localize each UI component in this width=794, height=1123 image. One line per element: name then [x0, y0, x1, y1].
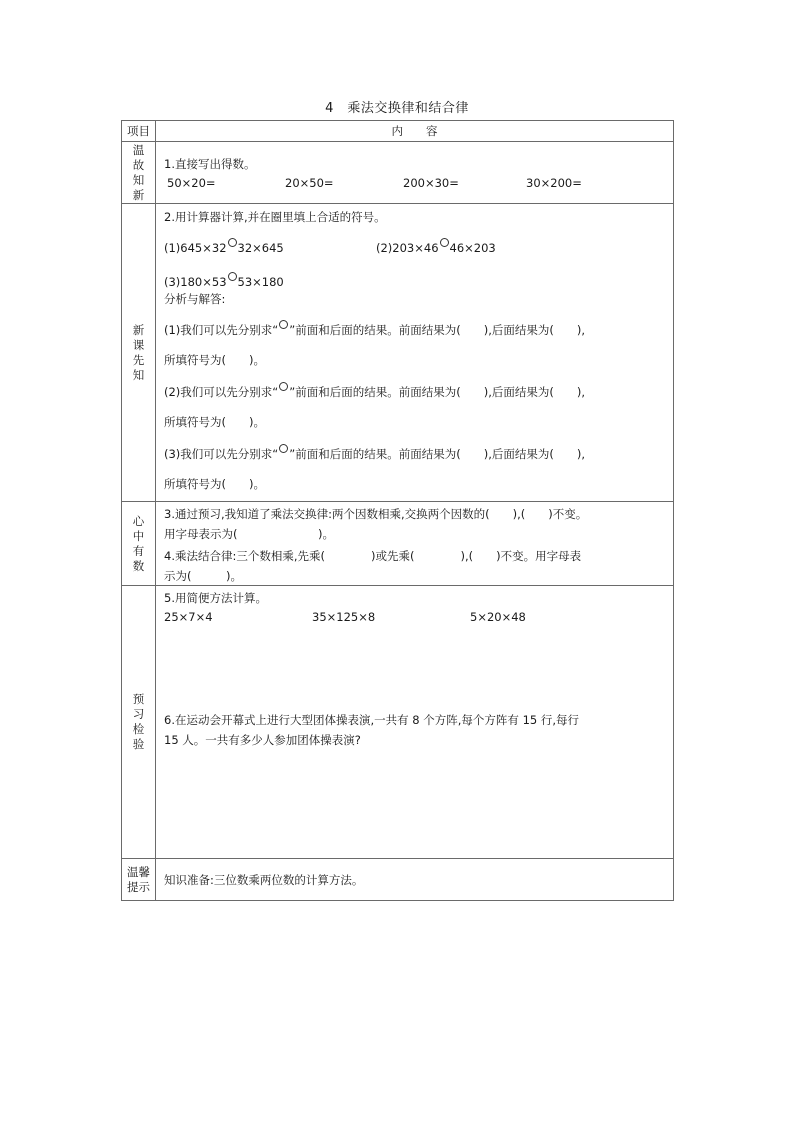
circle-blank[interactable]: [228, 238, 237, 247]
fill-1: 所填符号为( )。: [164, 353, 265, 367]
circle-blank[interactable]: [228, 272, 237, 281]
section-label-check: 预 习 检 验: [122, 586, 156, 859]
question-4-line-2: 示为( )。: [164, 569, 242, 583]
question-3-line-2: 用字母表示为( )。: [164, 527, 334, 541]
expr-item: 200×30=: [403, 176, 459, 190]
question-3-line-1: 3.通过预习,我知道了乘法交换律:两个因数相乘,交换两个因数的( ),( )不变。: [164, 507, 588, 521]
circle-icon: [279, 320, 288, 329]
circle-blank[interactable]: [440, 238, 449, 247]
worksheet-table: [121, 120, 674, 901]
analysis-1: (1)我们可以先分别求“ ”前面和后面的结果。前面结果为( ),后面结果为( ),: [164, 320, 665, 338]
section-check: [122, 586, 674, 859]
section-tips: [122, 859, 674, 901]
section-label-summary: 心 中 有 数: [122, 502, 156, 586]
section-content-tips: [156, 859, 674, 901]
section-label-new-lesson: 新 课 先 知: [122, 204, 156, 502]
section-label-tips: 温馨 提示: [122, 859, 156, 901]
analysis-2: (2)我们可以先分别求“ ”前面和后面的结果。前面结果为( ),后面结果为( ),: [164, 382, 665, 400]
question-2: 2.用计算器计算,并在圈里填上合适的符号。: [164, 210, 386, 224]
fill-3: 所填符号为( )。: [164, 477, 265, 491]
question-6-line-2: 15 人。一共有多少人参加团体操表演?: [164, 733, 361, 747]
expr-item: 50×20=: [167, 176, 216, 190]
section-summary: [122, 502, 674, 586]
section-content-check: [156, 586, 674, 859]
analysis-label: 分析与解答:: [164, 292, 226, 306]
expr-item: 25×7×4: [164, 610, 213, 624]
page-title: 4 乘法交换律和结合律: [325, 101, 469, 116]
tip-text: 知识准备:三位数乘两位数的计算方法。: [164, 872, 364, 887]
section-content-review: [156, 142, 674, 204]
header-row: [122, 121, 674, 142]
header-item: 项目: [122, 121, 156, 142]
section-new-lesson: [122, 204, 674, 502]
question-6-line-1: 6.在运动会开幕式上进行大型团体操表演,一共有 8 个方阵,每个方阵有 15 行,每行: [164, 713, 580, 727]
circle-icon: [279, 444, 288, 453]
compare-row-1: (1)645×32 32×645 (2)203×46 46×203: [164, 238, 665, 256]
compare-row-2: (3)180×53 53×180: [164, 272, 665, 290]
question-5: 5.用简便方法计算。: [164, 591, 267, 605]
section-content-summary: [156, 502, 674, 586]
expr-item: 35×125×8: [312, 610, 376, 624]
expr-row-5: [164, 609, 665, 625]
expr-row: [164, 175, 665, 191]
expr-item: 30×200=: [526, 176, 582, 190]
expr-item: 20×50=: [285, 176, 334, 190]
header-content: 内 容: [156, 121, 674, 142]
section-review: [122, 142, 674, 204]
expr-item: 5×20×48: [470, 610, 526, 624]
question-1: 1.直接写出得数。: [164, 157, 256, 171]
circle-icon: [279, 382, 288, 391]
section-content-new-lesson: [156, 204, 674, 502]
analysis-3: (3)我们可以先分别求“ ”前面和后面的结果。前面结果为( ),后面结果为( ),: [164, 444, 665, 462]
section-label-review: 温 故 知 新: [122, 142, 156, 204]
question-4-line-1: 4.乘法结合律:三个数相乘,先乘( )或先乘( ),( )不变。用字母表: [164, 549, 582, 563]
fill-2: 所填符号为( )。: [164, 415, 265, 429]
